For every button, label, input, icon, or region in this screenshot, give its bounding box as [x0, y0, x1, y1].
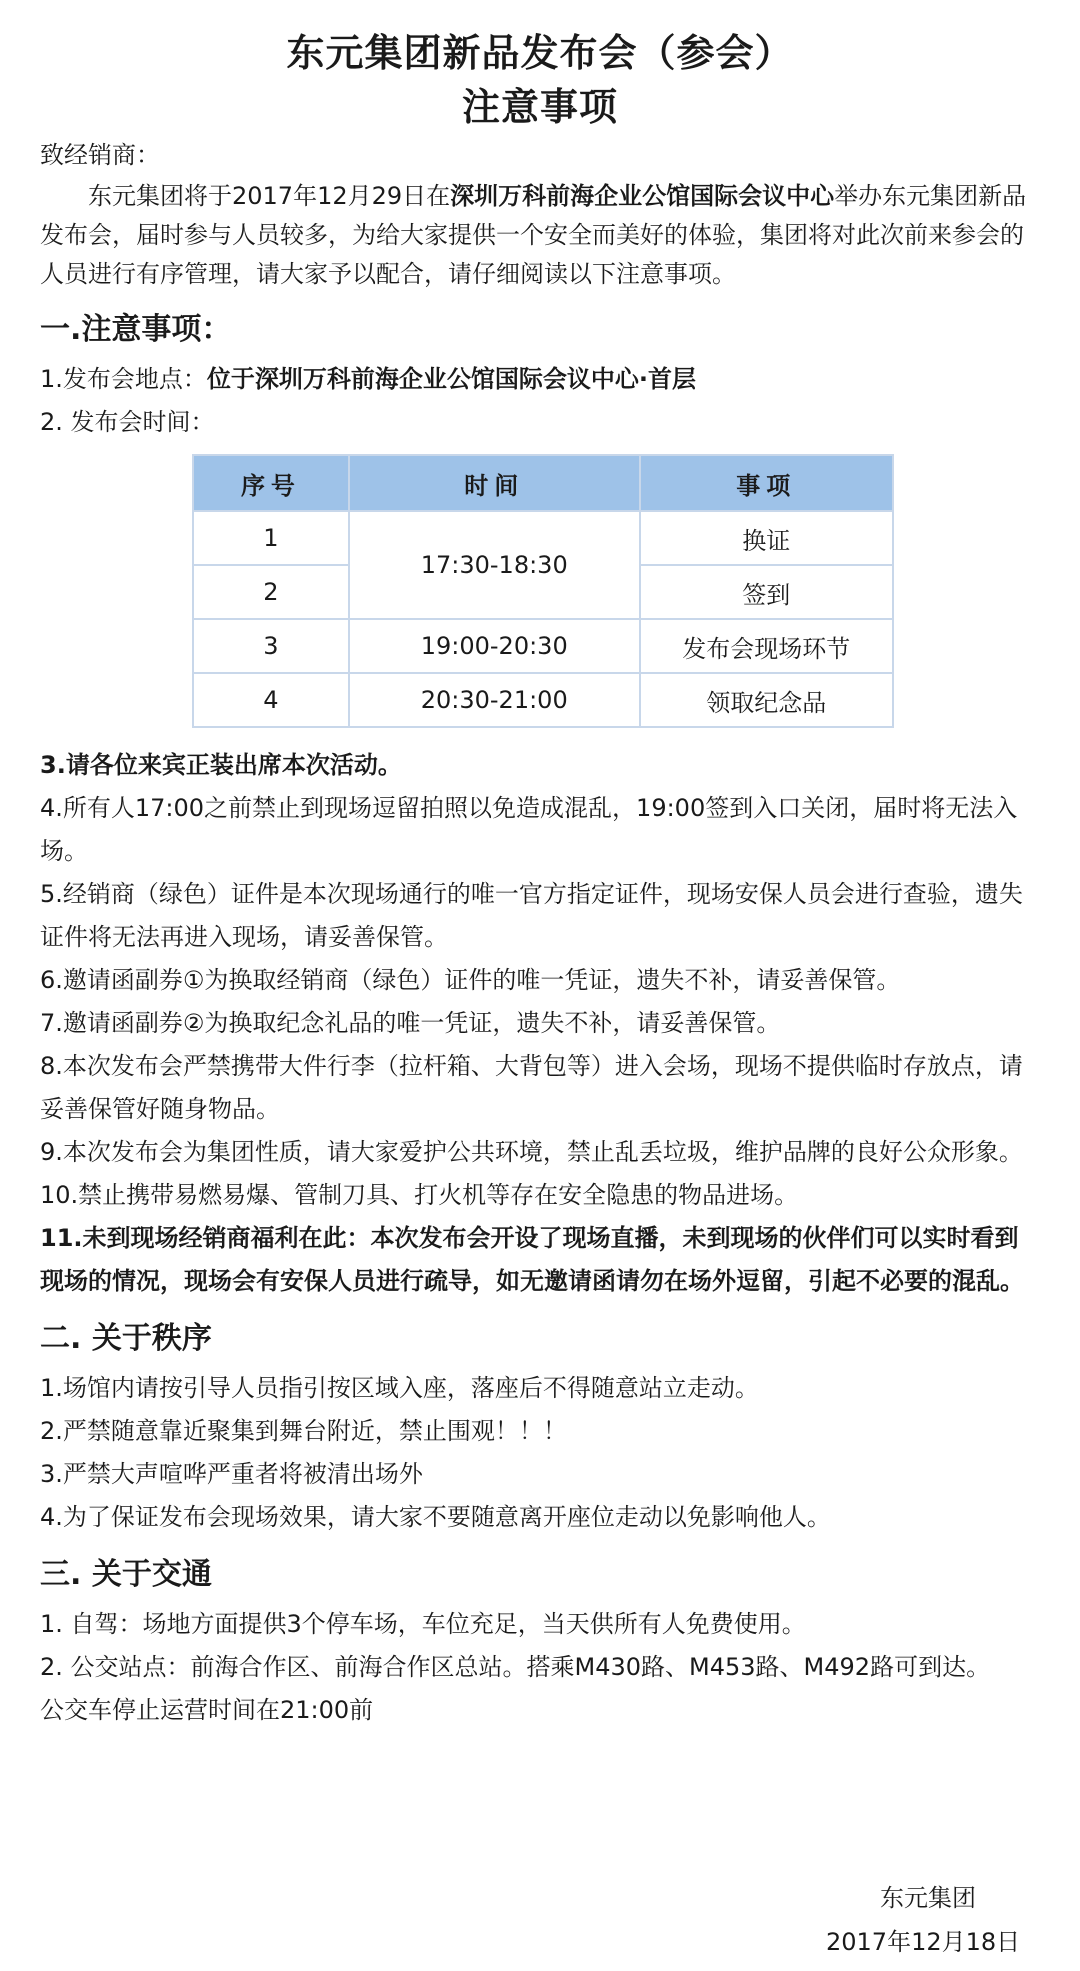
notice-item: 7.邀请函副券②为换取纪念礼品的唯一凭证，遗失不补，请妥善保管。 [40, 1009, 781, 1037]
list-item: 4.为了保证发布会现场效果，请大家不要随意离开座位走动以免影响他人。 [40, 1503, 831, 1531]
row-item: 换证 [640, 511, 893, 565]
document-title [40, 26, 1040, 134]
location-value: 位于深圳万科前海企业公馆国际会议中心·首层 [206, 365, 697, 393]
greeting: 致经销商： [40, 141, 160, 169]
notice-items [40, 744, 1040, 1303]
title-line-2: 注意事项 [461, 85, 618, 129]
row-item: 发布会现场环节 [640, 619, 893, 673]
table-row [193, 511, 893, 565]
notice-item-livestream: 11.未到现场经销商福利在此：本次发布会开设了现场直播，未到现场的伙伴们可以实时看到现场的情况，现场会有安保人员进行疏导，如无邀请函请勿在场外逗留，引起不必要的混乱。 [40, 1224, 1024, 1295]
header-number: 序号 [193, 455, 349, 511]
header-time: 时间 [349, 455, 640, 511]
section-3-heading: 三. 关于交通 [40, 1557, 212, 1592]
section-1-heading: 一.注意事项： [40, 312, 232, 347]
row-item: 领取纪念品 [640, 673, 893, 727]
schedule-header-row [193, 455, 893, 511]
transport-items [40, 1603, 1040, 1732]
signature-org: 东元集团 [880, 1884, 976, 1912]
intro-paragraph [40, 177, 1040, 294]
row-time: 17:30-18:30 [349, 511, 640, 619]
intro-part-2: 举办东元集团新品发布会，届时参与人员较多，为给大家提供一个安全而美好的体验，集团将对此次前来参会的人员进行有序管理，请大家予以配合，请仔细阅读以下注意事项。 [40, 182, 1027, 288]
signature-date: 2017年12月18日 [826, 1928, 1021, 1956]
list-item: 1. 自驾：场地方面提供3个停车场，车位充足，当天供所有人免费使用。 [40, 1610, 806, 1638]
row-item: 签到 [640, 565, 893, 619]
notice-item: 9.本次发布会为集团性质，请大家爱护公共环境，禁止乱丢垃圾，维护品牌的良好公众形象。 [40, 1138, 1023, 1166]
section-2-heading: 二. 关于秩序 [40, 1321, 212, 1356]
row-number: 1 [193, 511, 349, 565]
header-item: 事项 [640, 455, 893, 511]
title-line-1: 东元集团新品发布会（参会） [286, 31, 794, 75]
location-label: 1.发布会地点： [40, 365, 207, 393]
row-number: 3 [193, 619, 349, 673]
intro-part-1: 东元集团将于2017年12月29日在 [88, 182, 451, 210]
notice-item: 5.经销商（绿色）证件是本次现场通行的唯一官方指定证件，现场安保人员会进行查验，遗失证件将无法再进入现场，请妥善保管。 [40, 880, 1023, 951]
table-row [193, 619, 893, 673]
notice-item: 4.所有人17:00之前禁止到现场逗留拍照以免造成混乱，19:00签到入口关闭，届时将无法入场。 [40, 794, 1018, 865]
list-item: 2.严禁随意靠近聚集到舞台附近，禁止围观！！！ [40, 1417, 567, 1445]
row-time: 19:00-20:30 [349, 619, 640, 673]
list-item: 公交车停止运营时间在21:00前 [40, 1696, 374, 1724]
location-line [40, 358, 1040, 401]
notice-item: 10.禁止携带易燃易爆、管制刀具、打火机等存在安全隐患的物品进场。 [40, 1181, 799, 1209]
row-number: 4 [193, 673, 349, 727]
schedule-table [192, 454, 894, 728]
notice-item: 6.邀请函副券①为换取经销商（绿色）证件的唯一凭证，遗失不补，请妥善保管。 [40, 966, 901, 994]
order-items [40, 1367, 1040, 1539]
intro-venue: 深圳万科前海企业公馆国际会议中心 [450, 182, 835, 210]
notice-item: 3.请各位来宾正装出席本次活动。 [40, 751, 402, 779]
table-row [193, 673, 893, 727]
notice-item: 8.本次发布会严禁携带大件行李（拉杆箱、大背包等）进入会场，现场不提供临时存放点，请妥善保管好随身物品。 [40, 1052, 1023, 1123]
row-time: 20:30-21:00 [349, 673, 640, 727]
list-item: 1.场馆内请按引导人员指引按区域入座，落座后不得随意站立走动。 [40, 1374, 759, 1402]
time-label: 2. 发布会时间： [40, 408, 215, 436]
list-item: 2. 公交站点：前海合作区、前海合作区总站。搭乘M430路、M453路、M492路可到达。 [40, 1653, 991, 1681]
list-item: 3.严禁大声喧哗严重者将被清出场外 [40, 1460, 423, 1488]
row-number: 2 [193, 565, 349, 619]
